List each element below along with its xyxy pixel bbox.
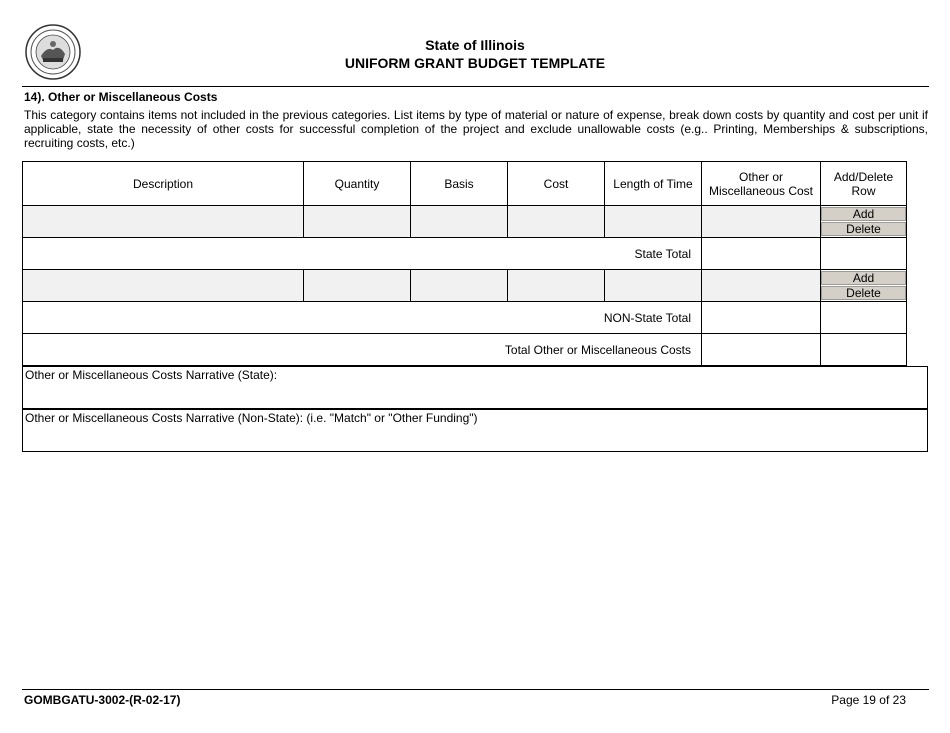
non-state-description-input[interactable] bbox=[23, 270, 304, 302]
non-state-row-buttons bbox=[821, 270, 907, 302]
page-title-template: UNIFORM GRANT BUDGET TEMPLATE bbox=[344, 55, 606, 71]
state-description-input[interactable] bbox=[23, 206, 304, 238]
page-number: Page 19 of 23 bbox=[831, 693, 906, 707]
non-state-basis-input[interactable] bbox=[411, 270, 508, 302]
column-header-length-of-time: Length of Time bbox=[605, 162, 702, 206]
non-state-total-value bbox=[702, 302, 821, 334]
table-row-state-entry bbox=[23, 206, 907, 238]
column-header-other-cost: Other or Miscellaneous Cost bbox=[702, 162, 821, 206]
non-state-other-cost-cell bbox=[702, 270, 821, 302]
grand-total-value bbox=[702, 334, 821, 366]
column-header-add-delete: Add/Delete Row bbox=[821, 162, 907, 206]
table-row-non-state-entry bbox=[23, 270, 907, 302]
grand-total-label: Total Other or Miscellaneous Costs bbox=[23, 334, 702, 366]
add-state-row-button[interactable]: Add bbox=[821, 207, 906, 221]
section-description: This category contains items not included in the previous categories. List items by type of material or nature of expense, break down costs by quantity and cost per unit if applicable, state the necessity of other costs for successful completion of the project and exclude unallowable costs (e.g.. Printing, Memberships & subscriptions, recruiting costs, etc.) bbox=[24, 108, 928, 150]
delete-non-state-row-button[interactable]: Delete bbox=[821, 286, 906, 300]
column-header-basis: Basis bbox=[411, 162, 508, 206]
non-state-quantity-input[interactable] bbox=[304, 270, 411, 302]
state-length-input[interactable] bbox=[605, 206, 702, 238]
state-cost-input[interactable] bbox=[508, 206, 605, 238]
page-title-state: State of Illinois bbox=[425, 37, 525, 53]
non-state-narrative-label: Other or Miscellaneous Costs Narrative (Non-State): (i.e. "Match" or "Other Funding") bbox=[25, 411, 478, 425]
state-other-cost-cell bbox=[702, 206, 821, 238]
state-total-value bbox=[702, 238, 821, 270]
state-narrative-label: Other or Miscellaneous Costs Narrative (State): bbox=[25, 368, 278, 382]
table-row-state-total bbox=[23, 238, 907, 270]
footer-divider bbox=[22, 689, 929, 690]
grand-total-spacer bbox=[821, 334, 907, 366]
state-basis-input[interactable] bbox=[411, 206, 508, 238]
non-state-total-spacer bbox=[821, 302, 907, 334]
state-quantity-input[interactable] bbox=[304, 206, 411, 238]
column-header-description: Description bbox=[23, 162, 304, 206]
state-total-label: State Total bbox=[23, 238, 702, 270]
column-header-quantity: Quantity bbox=[304, 162, 411, 206]
non-state-narrative-field[interactable] bbox=[22, 409, 928, 452]
non-state-length-input[interactable] bbox=[605, 270, 702, 302]
section-title: 14). Other or Miscellaneous Costs bbox=[24, 90, 218, 104]
non-state-total-label: NON-State Total bbox=[23, 302, 702, 334]
header-divider bbox=[22, 86, 929, 87]
add-non-state-row-button[interactable]: Add bbox=[821, 271, 906, 285]
column-header-cost: Cost bbox=[508, 162, 605, 206]
form-id: GOMBGATU-3002-(R-02-17) bbox=[24, 693, 181, 707]
table-row-non-state-total bbox=[23, 302, 907, 334]
delete-state-row-button[interactable]: Delete bbox=[821, 222, 906, 236]
state-row-buttons bbox=[821, 206, 907, 238]
non-state-cost-input[interactable] bbox=[508, 270, 605, 302]
table-header-row bbox=[23, 162, 907, 206]
state-narrative-field[interactable] bbox=[22, 366, 928, 409]
state-total-spacer bbox=[821, 238, 907, 270]
table-row-grand-total bbox=[23, 334, 907, 366]
budget-table bbox=[22, 161, 907, 366]
